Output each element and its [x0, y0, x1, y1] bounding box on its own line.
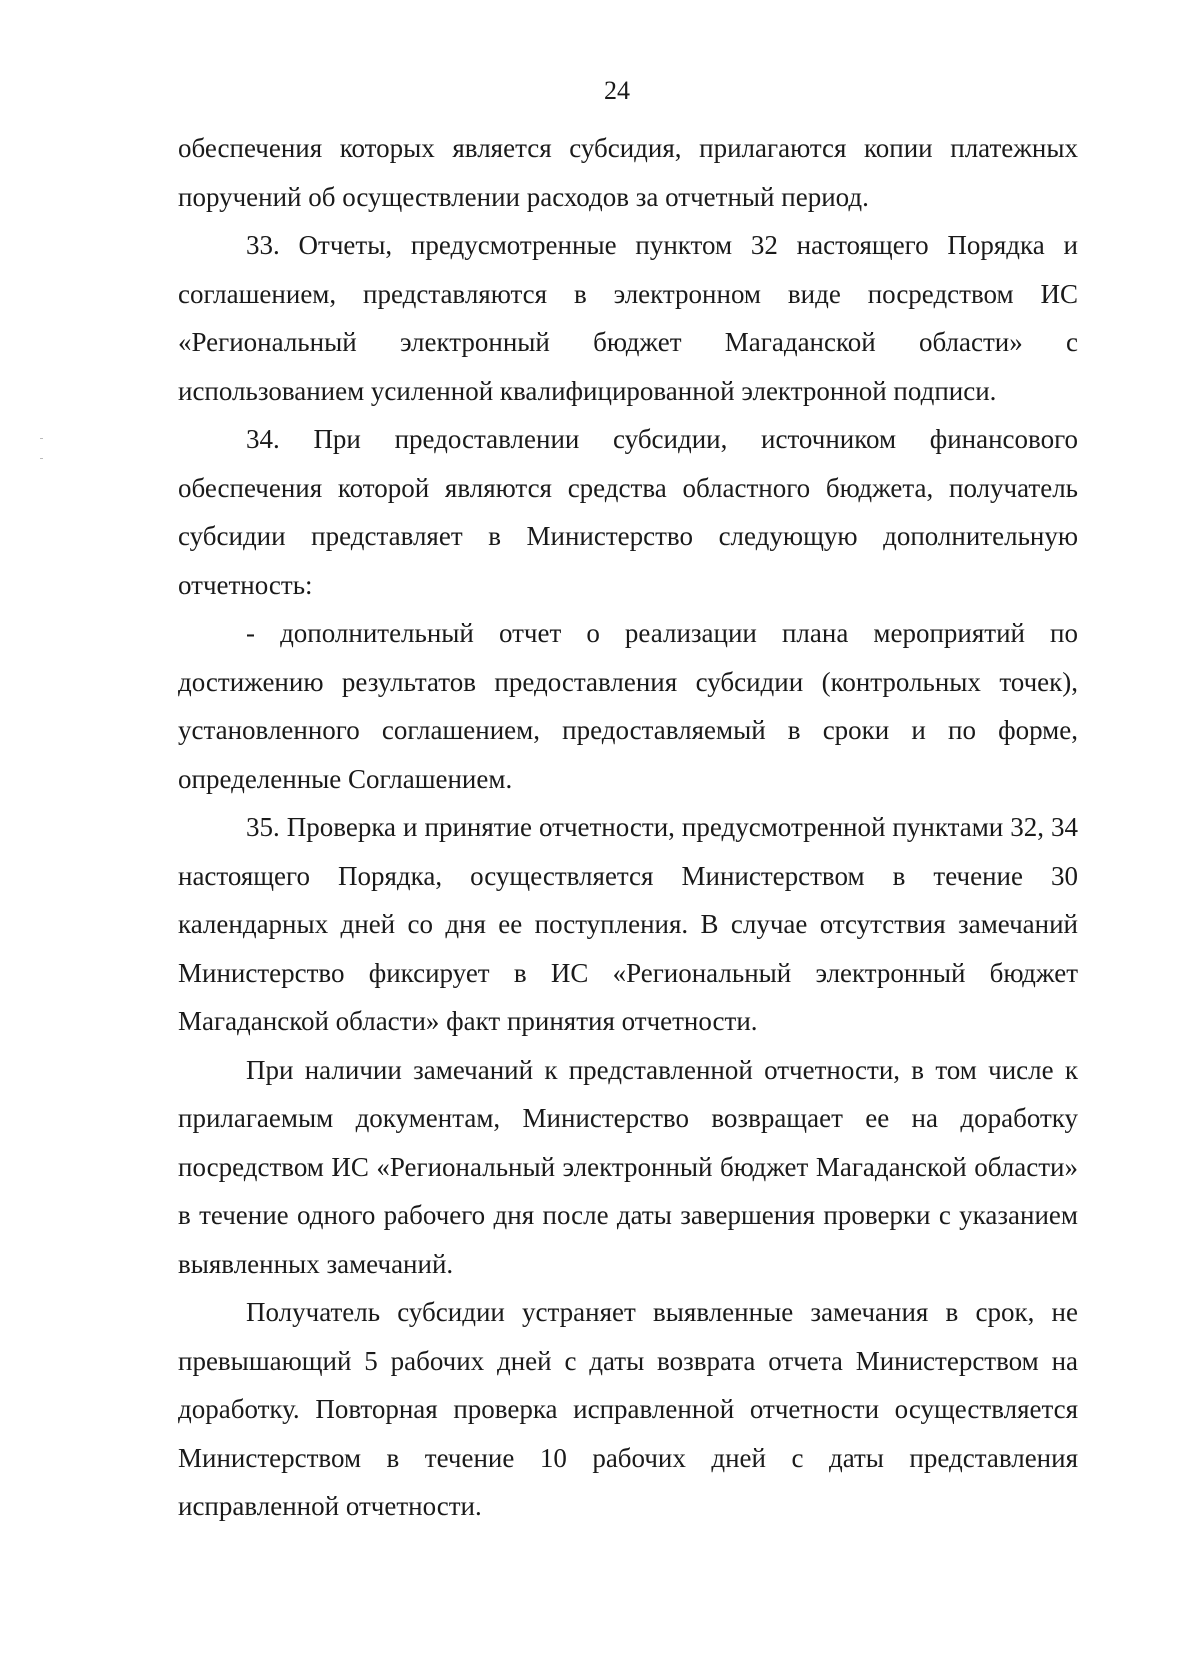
- paragraph-recipient-corrections: Получатель субсидии устраняет выявленные замечания в срок, не превышающий 5 рабочих дней с даты возврата отчета Министерством на доработку. Повторная проверка исправленной отчетности осуществляется Министерством в течение 10 рабочих дней с даты представления исправленной отчетности.: [178, 1297, 1078, 1521]
- scan-speck: [40, 438, 43, 439]
- paragraph-item-33: 33. Отчеты, предусмотренные пунктом 32 настоящего Порядка и соглашением, представляются в электронном виде посредством ИС «Региональный электронный бюджет Магаданской области» с использованием усиленной квалифицированной электронной подписи.: [178, 230, 1078, 406]
- scan-speck: [40, 458, 43, 459]
- paragraph-item-34: 34. При предоставлении субсидии, источником финансового обеспечения которой являются средства областного бюджета, получатель субсидии представляет в Министерство следующую дополнительную отчетность:: [178, 424, 1078, 600]
- paragraph-item-35: 35. Проверка и принятие отчетности, предусмотренной пунктами 32, 34 настоящего Порядка, осуществляется Министерством в течение 30 календарных дней со дня ее поступления. В случае отсутствия замечаний Министерство фиксирует в ИС «Региональный электронный бюджет Магаданской области» факт принятия отчетности.: [178, 812, 1078, 1036]
- paragraph-continuation: обеспечения которых является субсидия, прилагаются копии платежных поручений об осуществлении расходов за отчетный период.: [178, 133, 1078, 212]
- page-number: 24: [604, 76, 630, 105]
- paragraph-additional-report: - дополнительный отчет о реализации плана мероприятий по достижению результатов предоставления субсидии (контрольных точек), установленного соглашением, предоставляемый в сроки и по форме, определенные Соглашением.: [178, 618, 1078, 794]
- document-body: [178, 124, 1078, 1531]
- paragraph-remarks: При наличии замечаний к представленной отчетности, в том числе к прилагаемым документам, Министерство возвращает ее на доработку посредством ИС «Региональный электронный бюджет Магаданской области» в течение одного рабочего дня после даты завершения проверки с указанием выявленных замечаний.: [178, 1054, 1078, 1279]
